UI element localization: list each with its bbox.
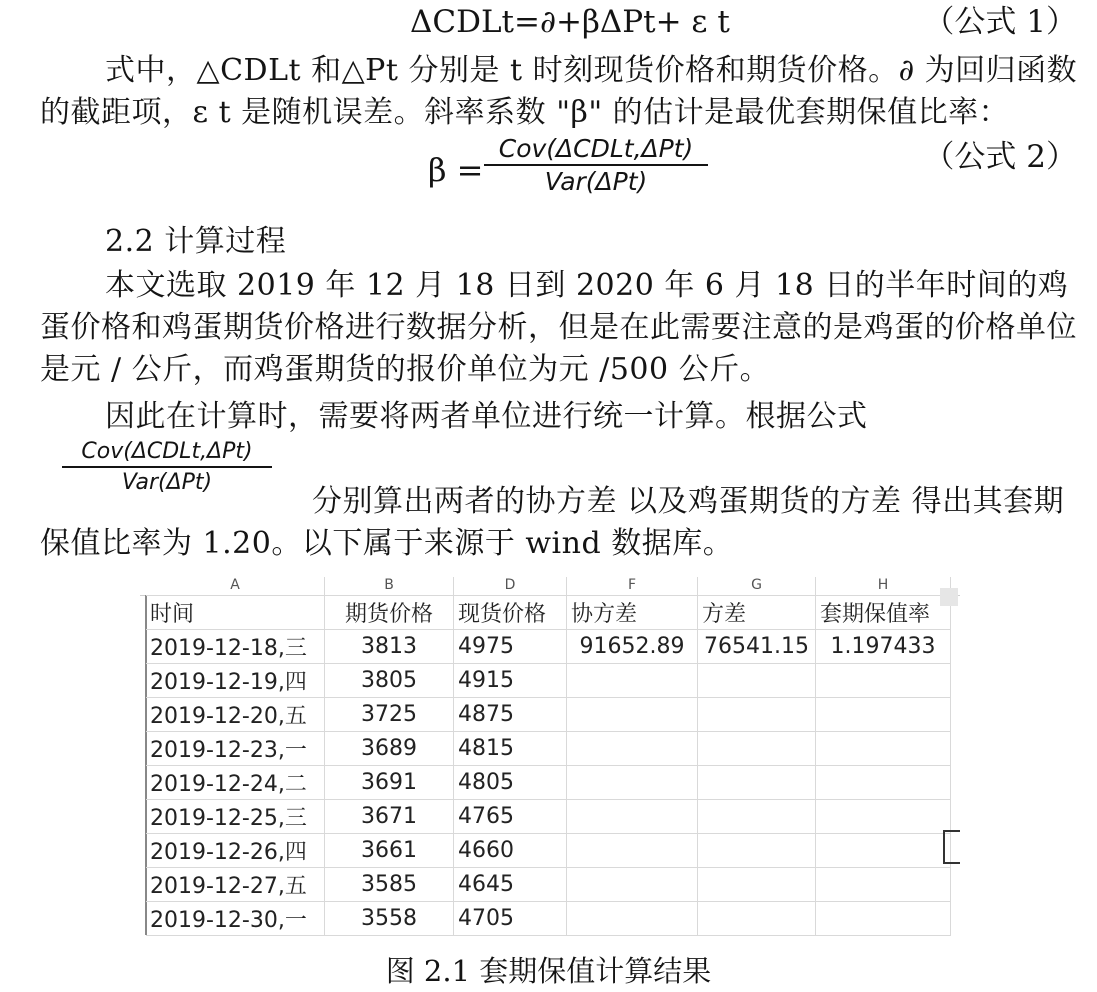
column-letter: A	[146, 577, 325, 595]
table-header-row	[146, 596, 951, 630]
cell-empty[interactable]	[698, 664, 816, 698]
cell-spot-price[interactable]: 4915	[454, 664, 567, 698]
table-row	[146, 630, 951, 664]
cell-empty[interactable]	[567, 664, 698, 698]
data-table	[146, 595, 951, 936]
table-row	[146, 902, 951, 936]
column-letter: F	[567, 577, 698, 595]
cell-spot-price[interactable]: 4705	[454, 902, 567, 936]
column-letter: B	[325, 577, 454, 595]
cell-futures-price[interactable]: 3689	[325, 732, 454, 766]
formula-2-lhs: β =	[428, 151, 484, 189]
cell-empty[interactable]	[816, 834, 951, 868]
formula-2-denominator: Var(ΔPt)	[544, 167, 648, 196]
formula-1-tag: （公式 1）	[923, 4, 1077, 40]
cell-empty[interactable]	[816, 664, 951, 698]
cell-date[interactable]: 2019-12-26,四	[146, 834, 325, 868]
cell-empty[interactable]	[567, 732, 698, 766]
section-heading: 2.2 计算过程	[105, 224, 287, 259]
cell-empty[interactable]	[698, 834, 816, 868]
table-row	[146, 664, 951, 698]
cell-empty[interactable]	[698, 800, 816, 834]
cell-empty[interactable]	[816, 732, 951, 766]
table-row	[146, 834, 951, 868]
cell-spot-price[interactable]: 4815	[454, 732, 567, 766]
cell-selection-marker	[943, 830, 960, 864]
cell-empty[interactable]	[816, 800, 951, 834]
cell-futures-price[interactable]: 3805	[325, 664, 454, 698]
cell-empty[interactable]	[816, 868, 951, 902]
cell-spot-price[interactable]: 4660	[454, 834, 567, 868]
cell-empty[interactable]	[567, 698, 698, 732]
formula-1-equation: ΔCDLt=∂+βΔPt+ ε t	[410, 4, 730, 40]
header-cell[interactable]: 方差	[698, 596, 816, 630]
cell-empty[interactable]	[567, 902, 698, 936]
cell-futures-price[interactable]: 3558	[325, 902, 454, 936]
cell-spot-price[interactable]: 4645	[454, 868, 567, 902]
cell-empty[interactable]	[816, 698, 951, 732]
paragraph-data-selection: 本文选取 2019 年 12 月 18 日到 2020 年 6 月 18 日的半年时间的鸡蛋价格和鸡蛋期货价格进行数据分析，但是在此需要注意的是鸡蛋的价格单位是元 / 公斤，而鸡蛋期货的报价单位为元 /500 公斤。	[40, 268, 1077, 387]
header-cell[interactable]: 套期保值率	[816, 596, 951, 630]
cell-date[interactable]: 2019-12-30,一	[146, 902, 325, 936]
cell-empty[interactable]	[698, 902, 816, 936]
spreadsheet-figure	[140, 577, 960, 937]
formula-2-fraction	[484, 134, 708, 198]
cell-spot-price[interactable]: 4875	[454, 698, 567, 732]
cell-spot-price[interactable]: 4765	[454, 800, 567, 834]
figure-caption: 图 2.1 套期保值计算结果	[385, 954, 712, 988]
header-cell[interactable]: 时间	[146, 596, 325, 630]
cell-variance[interactable]: 76541.15	[698, 630, 816, 664]
cell-empty[interactable]	[567, 800, 698, 834]
cell-empty[interactable]	[567, 766, 698, 800]
cell-empty[interactable]	[698, 698, 816, 732]
column-letter: D	[454, 577, 567, 595]
cell-date[interactable]: 2019-12-27,五	[146, 868, 325, 902]
cell-date[interactable]: 2019-12-25,三	[146, 800, 325, 834]
table-row	[146, 766, 951, 800]
column-letter-header	[140, 577, 960, 596]
table-row	[146, 868, 951, 902]
formula-2-numerator: Cov(ΔCDLt,ΔPt)	[498, 134, 694, 163]
cell-empty[interactable]	[816, 766, 951, 800]
cell-futures-price[interactable]: 3725	[325, 698, 454, 732]
cell-empty[interactable]	[567, 834, 698, 868]
cell-spot-price[interactable]: 4805	[454, 766, 567, 800]
cell-empty[interactable]	[816, 902, 951, 936]
cell-futures-price[interactable]: 3585	[325, 868, 454, 902]
table-row	[146, 732, 951, 766]
cell-futures-price[interactable]: 3671	[325, 800, 454, 834]
cell-futures-price[interactable]: 3813	[325, 630, 454, 664]
cell-futures-price[interactable]: 3691	[325, 766, 454, 800]
header-cell[interactable]: 现货价格	[454, 596, 567, 630]
cell-date[interactable]: 2019-12-19,四	[146, 664, 325, 698]
column-letter: H	[816, 577, 951, 595]
cell-spot-price[interactable]: 4975	[454, 630, 567, 664]
header-cell[interactable]: 期货价格	[325, 596, 454, 630]
paragraph-calc-intro: 因此在计算时，需要将两者单位进行统一计算。根据公式	[105, 399, 868, 434]
paragraph-calc-result: 分别算出两者的协方差 以及鸡蛋期货的方差 得出其套期保值比率为 1.20。以下属于来源于 wind 数据库。	[40, 484, 1065, 561]
table-row	[146, 698, 951, 732]
cell-date[interactable]: 2019-12-23,一	[146, 732, 325, 766]
cell-futures-price[interactable]: 3661	[325, 834, 454, 868]
header-cell[interactable]: 协方差	[567, 596, 698, 630]
inline-formula-denominator: Var(ΔPt)	[121, 470, 213, 495]
cell-empty[interactable]	[698, 868, 816, 902]
inline-formula-numerator: Cov(ΔCDLt,ΔPt)	[81, 439, 253, 464]
cell-date[interactable]: 2019-12-18,三	[146, 630, 325, 664]
formula-2-tag: （公式 2）	[923, 139, 1077, 175]
cell-empty[interactable]	[698, 766, 816, 800]
table-row	[146, 800, 951, 834]
paragraph-definitions: 式中，△CDLt 和△Pt 分别是 t 时刻现货价格和期货价格。∂ 为回归函数的截距项，ε t 是随机误差。斜率系数 "β" 的估计是最优套期保值比率：	[40, 53, 1078, 130]
column-letter: G	[698, 577, 816, 595]
cell-empty[interactable]	[567, 868, 698, 902]
sheet-scroll-edge	[940, 588, 958, 606]
cell-empty[interactable]	[698, 732, 816, 766]
cell-date[interactable]: 2019-12-20,五	[146, 698, 325, 732]
cell-date[interactable]: 2019-12-24,二	[146, 766, 325, 800]
cell-hedge-ratio[interactable]: 1.197433	[816, 630, 951, 664]
cell-covariance[interactable]: 91652.89	[567, 630, 698, 664]
